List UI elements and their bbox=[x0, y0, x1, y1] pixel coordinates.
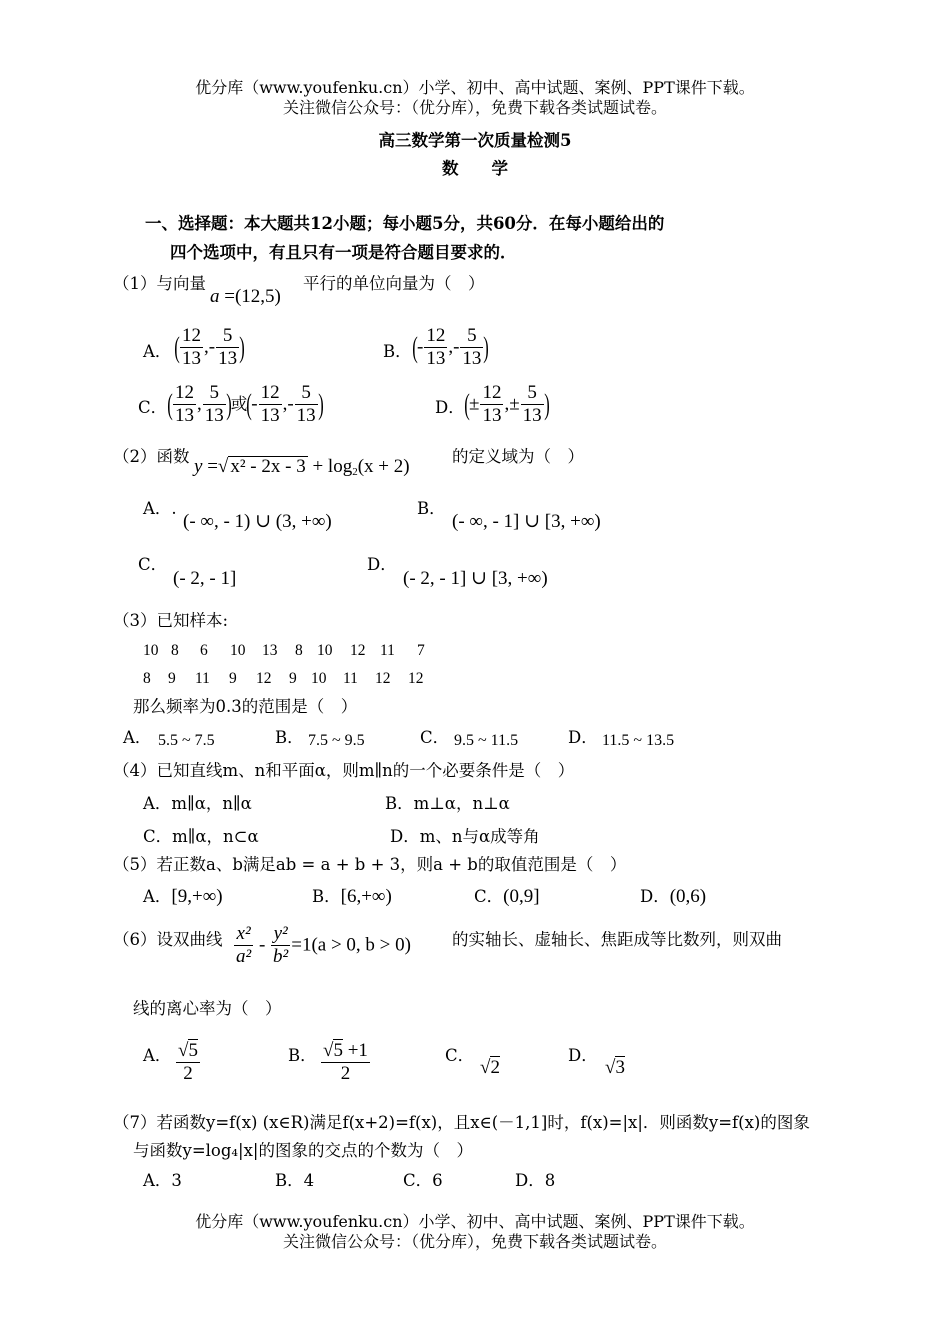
sample-value: 8 bbox=[171, 642, 179, 659]
header-line-2: 关注微信公众号：（优分库），免费下载各类试题试卷。 bbox=[282, 98, 667, 117]
page-title: 高三数学第一次质量检测5 bbox=[378, 131, 572, 150]
question-5-text: （5）若正数a、b满足ab = a + b + 3，则a + b的取值范围是（ ） bbox=[113, 855, 627, 874]
question-6-suffix: 的实轴长、虚轴长、焦距成等比数列，则双曲 bbox=[452, 930, 782, 949]
sample-value: 8 bbox=[143, 670, 151, 687]
question-5-option-a: A．[9,+∞) bbox=[143, 886, 223, 907]
question-5-option-d: D．(0,6) bbox=[640, 886, 707, 907]
question-6-option-b-label: B． bbox=[288, 1046, 317, 1065]
question-2-option-b-value: (- ∞, - 1] ∪ [3, +∞) bbox=[452, 511, 601, 532]
sample-value: 8 bbox=[295, 642, 303, 659]
question-3-option-c-label: C． bbox=[420, 728, 450, 747]
question-6-option-c-label: C． bbox=[445, 1046, 475, 1065]
sample-value: 12 bbox=[256, 670, 272, 687]
question-2-option-c-value: (- 2, - 1] bbox=[173, 568, 237, 589]
question-3-option-b-value: 7.5 ~ 9.5 bbox=[308, 732, 365, 749]
question-3-sample-row-2 bbox=[143, 671, 424, 687]
question-3-question: 那么频率为0.3的范围是（ ） bbox=[133, 697, 358, 716]
question-7-line-1: （7）若函数y=f(x) (x∈R)满足f(x+2)=f(x)，且x∈(－1,1]时，f(x)=|x|．则函数y=f(x)的图象 bbox=[113, 1113, 810, 1132]
question-1-option-d-value: (± $\frac{12}{13}$ ,± $\frac{5}{13}$ ) bbox=[464, 382, 550, 427]
sample-value: 11 bbox=[195, 670, 210, 687]
page-subtitle: 数 学 bbox=[442, 159, 508, 178]
question-1-option-b-label: B． bbox=[383, 342, 412, 361]
question-3-option-d-label: D． bbox=[568, 728, 598, 747]
sample-value: 11 bbox=[343, 670, 358, 687]
footer-line-1: 优分库（www.youfenku.cn）小学、初中、高中试题、案例、PPT课件下载。 bbox=[195, 1212, 755, 1231]
question-2-function: y =√ $x^2 - 2x - 3 + \log_2(x + 2)$ bbox=[194, 456, 410, 478]
question-2-option-c-label: C． bbox=[138, 555, 168, 574]
sample-value: 13 bbox=[262, 642, 278, 659]
sample-value: 12 bbox=[375, 670, 391, 687]
question-1-option-a-value: ( $\frac{12}{13}$ ,- $\frac{5}{13}$ ) bbox=[174, 325, 245, 370]
question-4-option-a: A．m∥α，n∥α bbox=[143, 794, 252, 813]
question-1-option-c-value: ( $\frac{12}{13}$ , $\frac{5}{13}$ )或(- $\frac{12}{13}$ ,- $\frac{5}{13}$ ) bbox=[167, 382, 324, 427]
question-1-option-c-label: C． bbox=[138, 398, 168, 417]
question-2-option-a-label: A．. bbox=[143, 499, 177, 518]
question-3-option-a-label: A． bbox=[123, 728, 152, 747]
sample-value: 10 bbox=[230, 642, 246, 659]
sample-value: 7 bbox=[417, 642, 425, 659]
question-1-suffix: 平行的单位向量为（ ） bbox=[303, 274, 485, 293]
sample-value: 12 bbox=[350, 642, 366, 659]
sample-value: 6 bbox=[200, 642, 208, 659]
question-4-option-b: B．m⊥α，n⊥α bbox=[385, 794, 510, 813]
question-1-vector: a =(12,5) bbox=[210, 286, 281, 307]
question-7-option-a: A．3 bbox=[143, 1171, 182, 1190]
question-6-prefix: （6）设双曲线 bbox=[113, 930, 223, 949]
question-5-option-b: B．[6,+∞) bbox=[312, 886, 392, 907]
sample-value: 10 bbox=[311, 670, 327, 687]
question-6-option-b-value: $\frac{√5 +1}{2}$ bbox=[323, 1040, 368, 1085]
sample-value: 9 bbox=[168, 670, 176, 687]
question-2-option-b-label: B． bbox=[417, 499, 446, 518]
question-7-line-2: 与函数y=log₄|x|的图象的交点的个数为（ ） bbox=[133, 1141, 473, 1160]
sample-value: 12 bbox=[408, 670, 424, 687]
question-4-option-c: C．m∥α，n⊂α bbox=[143, 827, 259, 846]
sample-value: 11 bbox=[380, 642, 395, 659]
question-7-option-b: B．4 bbox=[275, 1171, 315, 1190]
question-1-option-a-label: A． bbox=[143, 342, 172, 361]
question-6-option-d-label: D． bbox=[568, 1046, 598, 1065]
section-heading-line-2: 四个选项中，有且只有一项是符合题目要求的． bbox=[170, 243, 517, 262]
question-5-option-c: C．(0,9] bbox=[474, 886, 540, 907]
question-4-text: （4）已知直线m、n和平面α，则m∥n的一个必要条件是（ ） bbox=[113, 761, 575, 780]
question-6-option-a-value: $\frac{√5}{2}$ bbox=[178, 1040, 198, 1085]
footer-line-2: 关注微信公众号：（优分库），免费下载各类试题试卷。 bbox=[282, 1232, 667, 1251]
question-1-option-d-label: D． bbox=[435, 398, 465, 417]
sample-value: 9 bbox=[289, 670, 297, 687]
question-2-option-a-value: (- ∞, - 1) ∪ (3, +∞) bbox=[183, 511, 332, 532]
question-1-option-b-value: (- $\frac{12}{13}$ ,- $\frac{5}{13}$ ) bbox=[412, 325, 490, 370]
question-6-equation: $\frac{\text{x²}}{\text{a²}}$ - $\frac{\text{y²}}{\text{b²}}$ =1(a > 0, b > 0) bbox=[236, 923, 411, 968]
sample-value: 10 bbox=[143, 642, 159, 659]
question-6-option-a-label: A． bbox=[143, 1046, 172, 1065]
section-heading-line-1: 一、选择题：本大题共12小题；每小题5分，共60分．在每小题给出的 bbox=[145, 214, 665, 233]
question-3-prefix: （3）已知样本: bbox=[113, 611, 229, 630]
header-line-1: 优分库（www.youfenku.cn）小学、初中、高中试题、案例、PPT课件下载。 bbox=[195, 78, 755, 97]
question-2-prefix: （2）函数 bbox=[113, 447, 190, 466]
question-3-option-c-value: 9.5 ~ 11.5 bbox=[454, 732, 519, 749]
question-2-suffix: 的定义域为（ ） bbox=[452, 447, 584, 466]
question-2-option-d-value: (- 2, - 1] ∪ [3, +∞) bbox=[403, 568, 548, 589]
question-7-option-d: D．8 bbox=[515, 1171, 556, 1190]
question-4-option-d: D．m、n与α成等角 bbox=[390, 827, 540, 846]
sample-value: 10 bbox=[317, 642, 333, 659]
question-3-option-a-value: 5.5 ~ 7.5 bbox=[158, 732, 215, 749]
question-6-option-c-value: √2 bbox=[480, 1057, 500, 1078]
question-6-line-2: 线的离心率为（ ） bbox=[133, 999, 282, 1018]
question-2-option-d-label: D． bbox=[367, 555, 397, 574]
question-1-prefix: （1）与向量 bbox=[113, 274, 206, 293]
question-3-sample-row-1 bbox=[143, 643, 425, 659]
question-3-option-b-label: B． bbox=[275, 728, 304, 747]
question-3-option-d-value: 11.5 ~ 13.5 bbox=[602, 732, 675, 749]
question-7-option-c: C．6 bbox=[403, 1171, 443, 1190]
question-6-option-d-value: √3 bbox=[605, 1057, 625, 1078]
sample-value: 9 bbox=[229, 670, 237, 687]
